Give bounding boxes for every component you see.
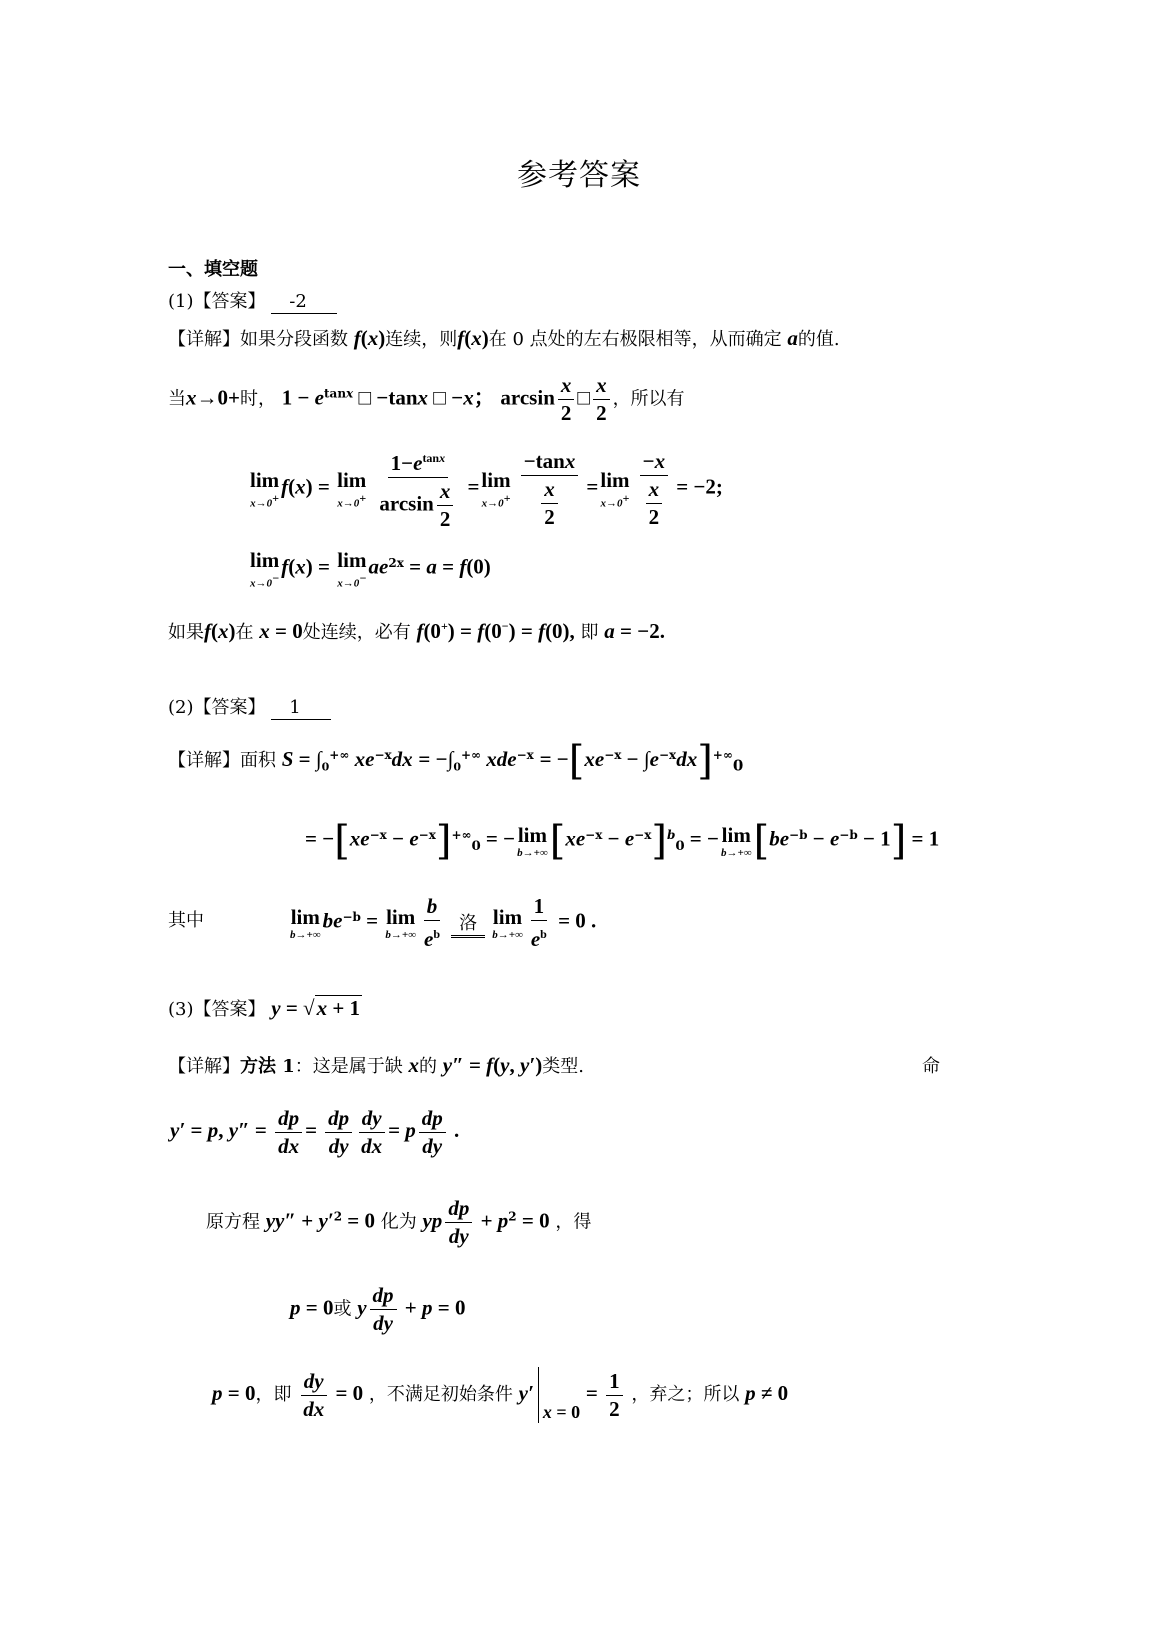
q1-label: (1)【答案】 (168, 291, 266, 312)
section-heading: 一、填空题 (168, 259, 258, 280)
q2-label: (2)【答案】 (168, 697, 266, 718)
q2-area-line: 【详解】面积 $S = \int_0^{+\infty}$ $xe^{-x}dx = -\int_0^{+\infty}$ $xde^{-x} = -[xe^{-x} - \int e^{-x}dx]^{+\infty}_0$ (168, 738, 744, 784)
q2-lhopital-line: lim b→+∞ $be^{-b} = \lim$ b→+∞ $\frac{b}{e^b}$ 洛 lim b→+∞ $\frac{1}{e^b}$ = 0 . (290, 894, 597, 951)
q2-evaluation-line: = $-[xe^{-x} - e^{-x}]^{+\infty}_0$ = − lim b→+∞ $[xe^{-x} - e^{-x}]^b_0$ = − lim b→+∞ $[be^{-b} - e^{-b} - 1] = 1$ (305, 818, 940, 864)
q3-original-eq: 原方程 $yy'' + y'^2 = 0$ 化为 yp $\frac{dp}{dy}$ + $p^2 = 0$ ，得 (206, 1196, 592, 1248)
q2-answer-line (168, 693, 331, 720)
q3-discard-line: p = 0，即 $\frac{dy}{dx}$ = 0 ，不满足初始条件 y′x = 0 = $\frac{1}{2}$ ，弃之；所以 p ≠ 0 (212, 1368, 789, 1422)
detail-head: 【详解】 (168, 329, 240, 350)
q3-substitution: y′ = p, y″ = $\frac{dp}{dx}$ = $\frac{dp}{dy}$ $\frac{dy}{dx}$ = p $\frac{dp}{dy}$ . (170, 1106, 460, 1158)
page-title: 参考答案 (517, 158, 641, 193)
q3-label: (3)【答案】 (168, 999, 266, 1020)
lhopital-mark: 洛 (451, 909, 485, 938)
q3-ming: 命 (922, 1056, 940, 1077)
q1-answer: -2 (271, 291, 337, 314)
q3-method-line: 【详解】方法 1：这是属于缺 x的 y″ = f(y, y′)类型. (168, 1053, 584, 1077)
q3-cases: p = 0或 y $\frac{dp}{dy}$ + p = 0 (290, 1283, 466, 1335)
limit-equation-left: lim x→0− f(x) = lim x→0− $ae^{2x} = a = f(0)$ (250, 548, 491, 590)
q1-answer-line (168, 287, 337, 314)
q1-detail-line: 【详解】如果分段函数 f(x)连续，则f(x)在 0 点处的左右极限相等，从而确定 a的值. (168, 326, 840, 350)
limit-equation-right: lim x→0+ f(x) = lim x→0+ $1-e^{tanx}$ arcsin $\frac{x}{2}$ =lim x→0+ $\frac{-\tan x}{\frac{x}{2}}$ =lim x→0+ $\frac{-x}{\frac{x}{2}}$ = −2; (248, 445, 723, 533)
q3-answer-line: (3)【答案】 y = √x + 1 (168, 996, 361, 1020)
q2-qizhong-label: 其中 (168, 910, 204, 931)
q1-conclusion: 如果f(x)在 x = 0处连续，必有 f(0+) = f(0−) = f(0), 即 a = −2. (168, 619, 665, 643)
q1-equivalence-line: 当x→0+时， $1 - e^{tanx}$ □ −tanx □ −x； arcsin $\frac{x}{2}$ □ $\frac{x}{2}$ ，所以有 (168, 373, 685, 425)
q2-answer: 1 (271, 697, 330, 720)
